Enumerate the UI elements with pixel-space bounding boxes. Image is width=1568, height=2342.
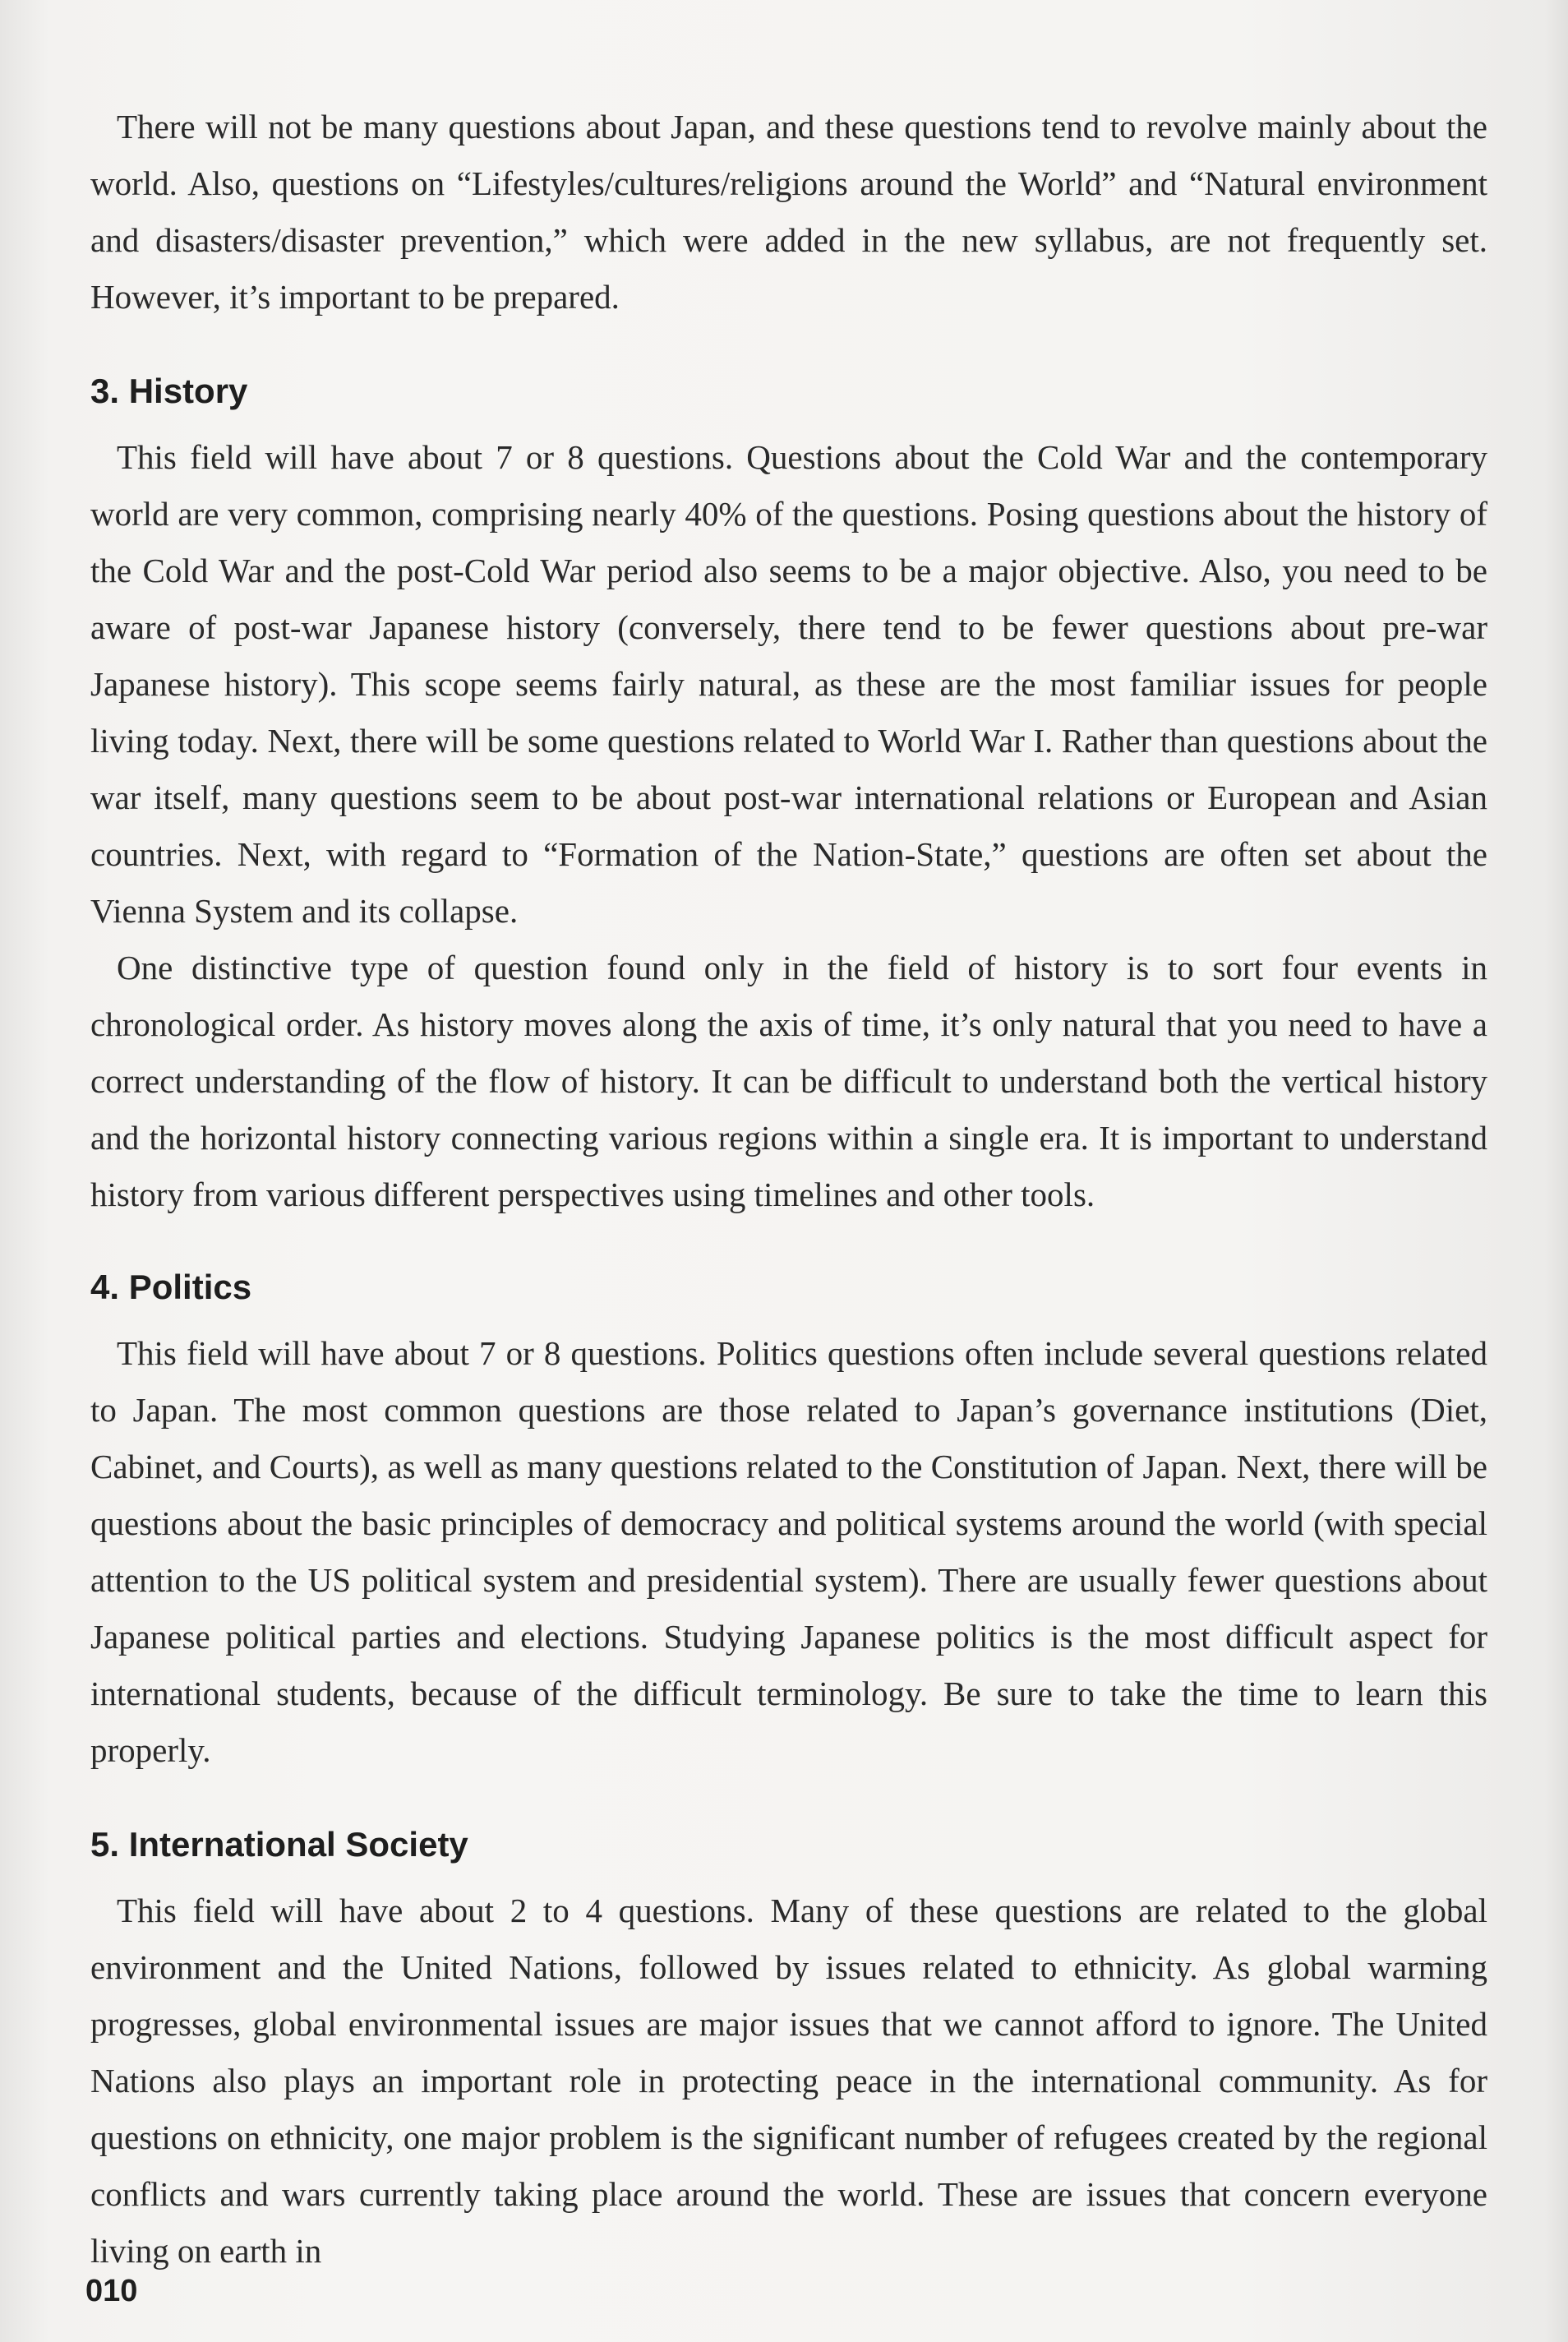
page-number: 010: [85, 2274, 138, 2308]
international-society-paragraph: This field will have about 2 to 4 questions. Many of these questions are related to the global environment and the United Nations, followed by issues related to ethnicity. As global warming progresses, global environmental issues are major issues that we cannot afford to ignore. The United Nations also plays an important role in protecting peace in the international community. As for questions on ethnicity, one major problem is the significant number of refugees created by the regional conflicts and wars currently taking place around the world. These are issues that concern everyone living on earth in: [90, 1892, 1487, 2270]
intro-paragraph: There will not be many questions about Japan, and these questions tend to revolve mainly about the world. Also, questions on “Lifestyles/cultures/religions around the World” and “Natural environment and disasters/disaster prevention,” which were added in the new syllabus, are not frequently set. However, it’s important to be prepared.: [90, 108, 1487, 316]
section-heading-politics: 4. Politics: [90, 1268, 252, 1306]
section-heading-international-society: 5. International Society: [90, 1825, 468, 1864]
politics-paragraph: This field will have about 7 or 8 questions. Politics questions often include several questions related to Japan. The most common questions are those related to Japan’s governance institutions (Diet, Cabinet, and Courts), as well as many questions related to the Constitution of Japan. Next, there will be questions about the basic principles of democracy and political systems around the world (with special attention to the US political system and presidential system). There are usually fewer questions about Japanese political parties and elections. Studying Japanese politics is the most difficult aspect for international students, because of the difficult terminology. Be sure to take the time to learn this properly.: [90, 1334, 1487, 1769]
history-paragraph-2: One distinctive type of question found only in the field of history is to sort four events in chronological order. As history moves along the axis of time, it’s only natural that you need to have a correct understanding of the flow of history. It can be difficult to understand both the vertical history and the horizontal history connecting various regions within a single era. It is important to understand history from various different perspectives using timelines and other tools.: [90, 949, 1487, 1213]
page-content: [90, 99, 1487, 2280]
history-paragraph-1: This field will have about 7 or 8 questions. Questions about the Cold War and the contemporary world are very common, comprising nearly 40% of the questions. Posing questions about the history of the Cold War and the post-Cold War period also seems to be a major objective. Also, you need to be aware of post-war Japanese history (conversely, there tend to be fewer questions about pre-war Japanese history). This scope seems fairly natural, as these are the most familiar issues for people living today. Next, there will be some questions related to World War I. Rather than questions about the war itself, many questions seem to be about post-war international relations or European and Asian countries. Next, with regard to “Formation of the Nation-State,” questions are often set about the Vienna System and its collapse.: [90, 438, 1487, 930]
section-heading-history: 3. History: [90, 372, 248, 410]
